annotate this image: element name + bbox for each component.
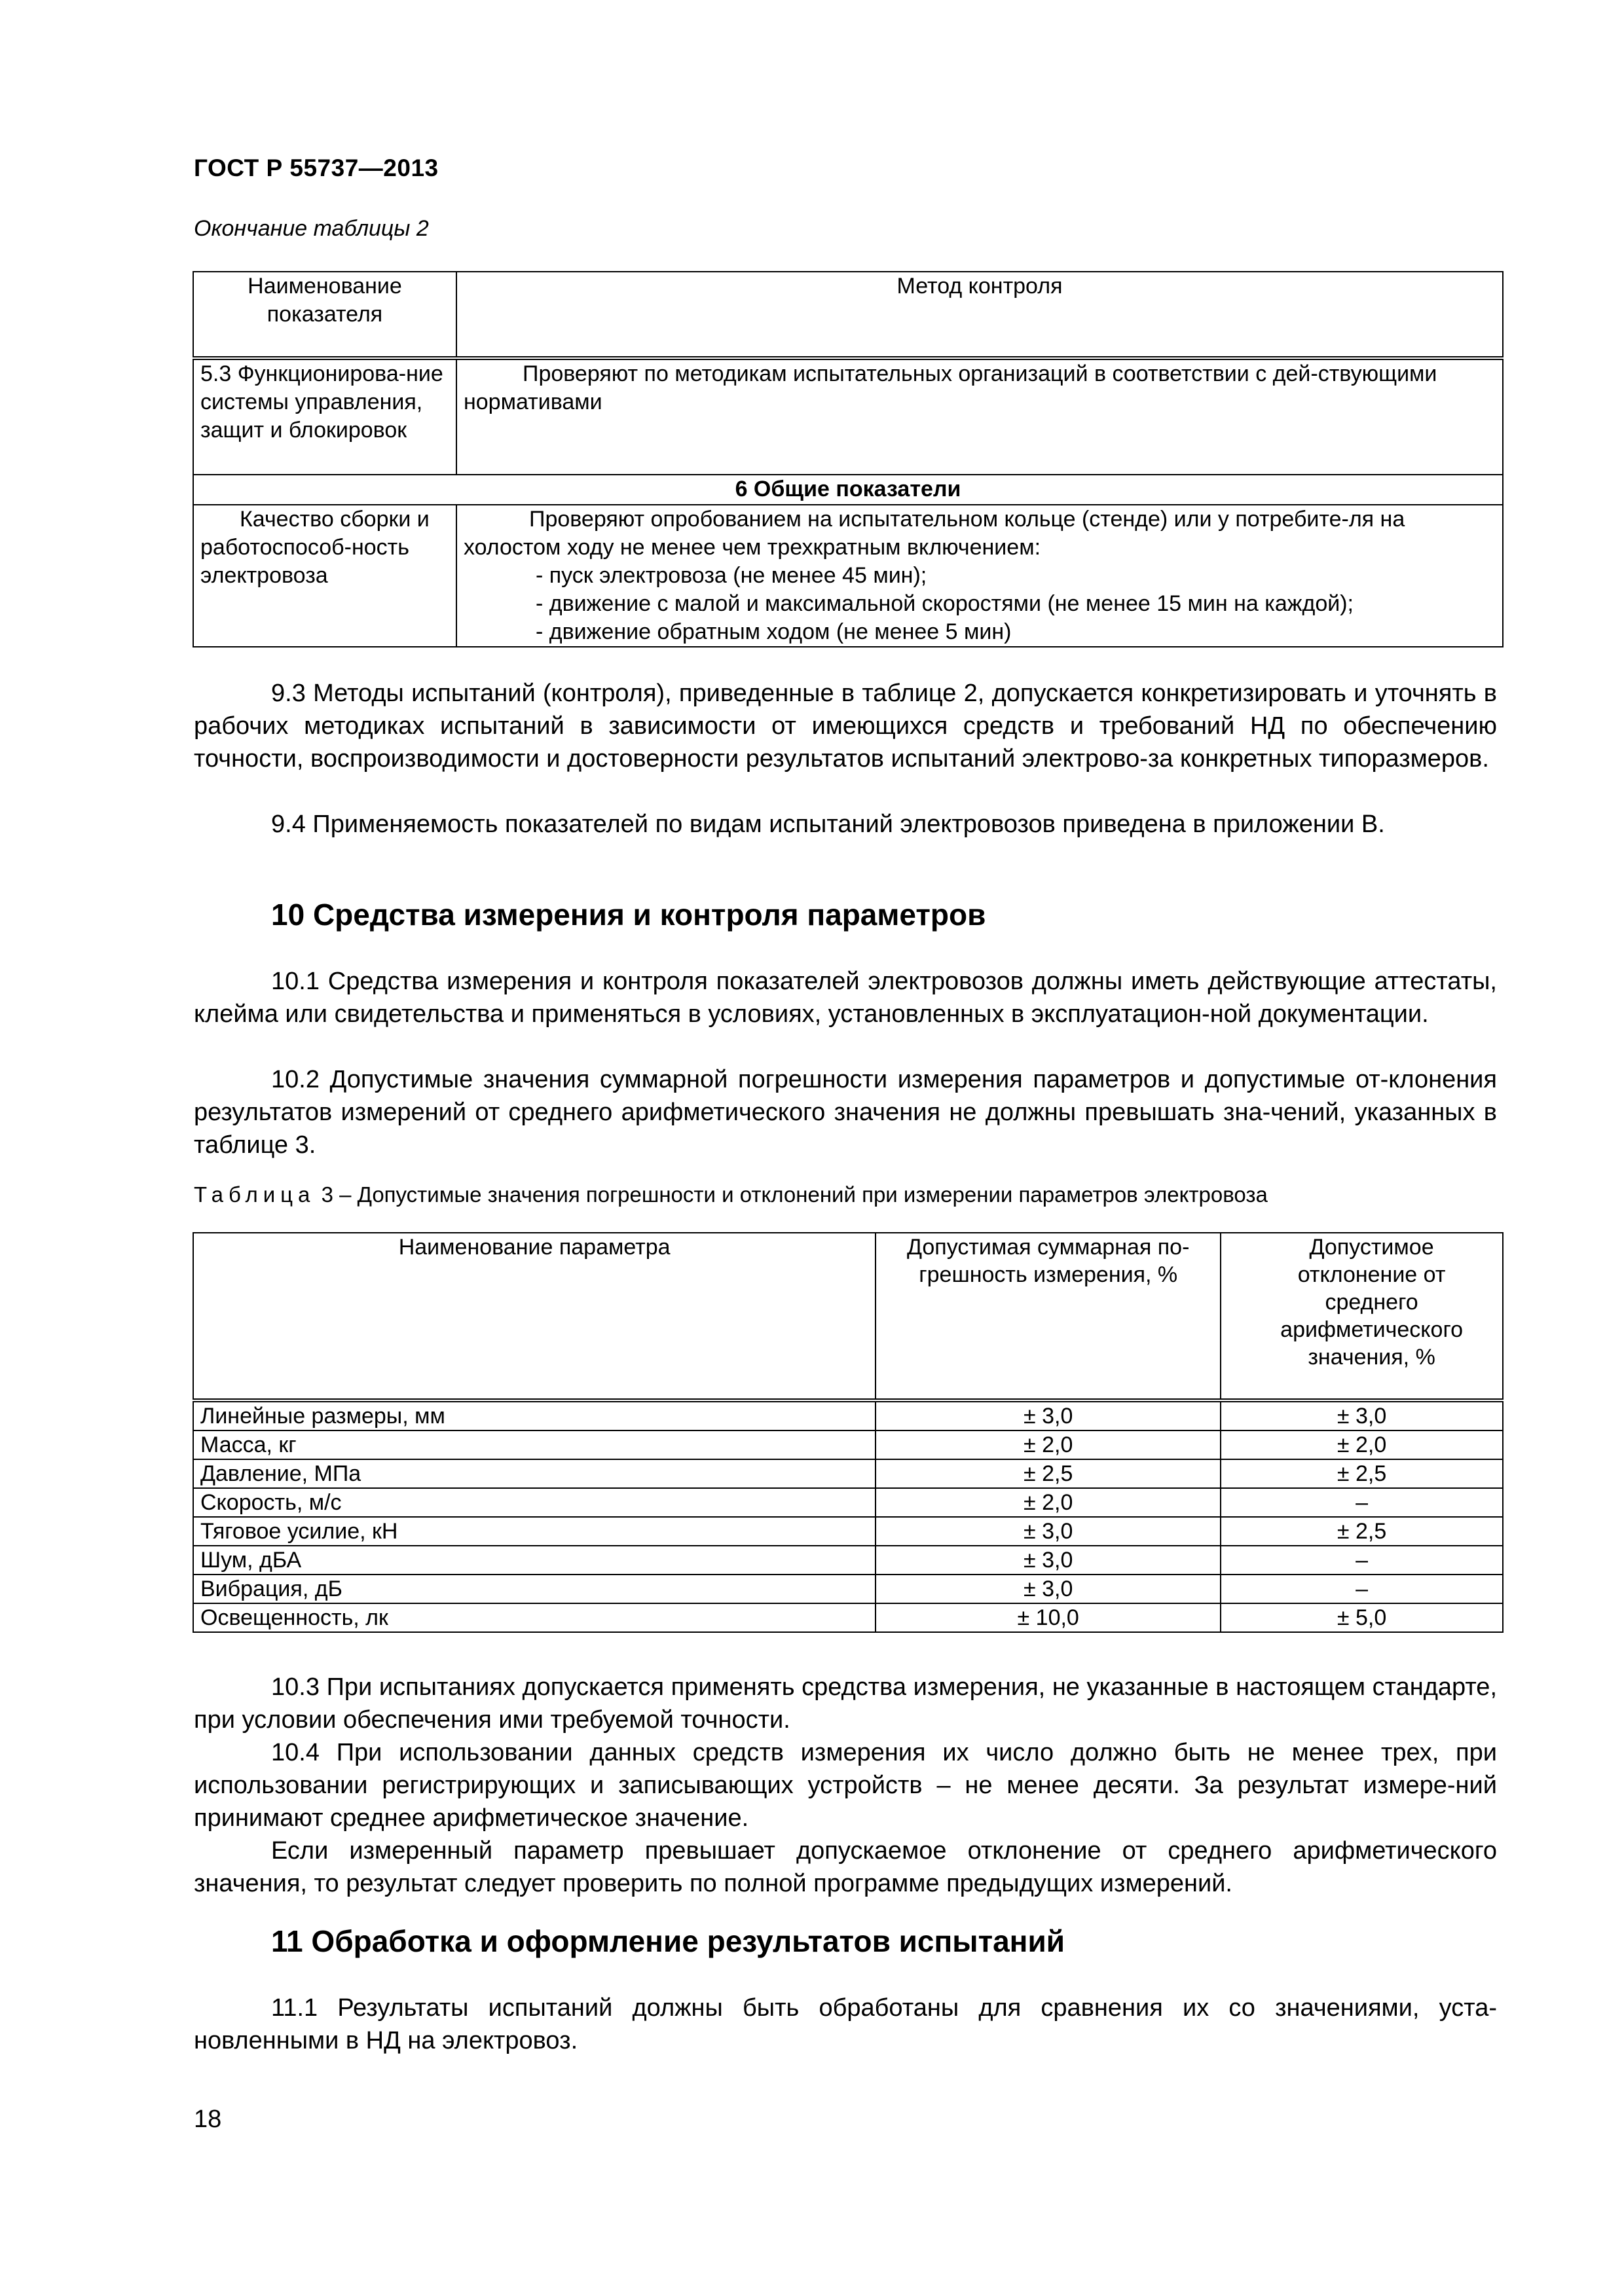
paragraph-9-4: 9.4 Применяемость показателей по видам испытаний электровозов приведена в приложении В. <box>271 811 1385 838</box>
method-intro: Проверяют опробованием на испытательном кольце (стенде) или у потребите-ля на холостом ходу не менее чем трехкратным включением: <box>464 507 1405 560</box>
table3-caption: Таблица 3 – Допустимые значения погрешности и отклонений при измерении параметров электровоза <box>194 1182 1268 1207</box>
param-name: Скорость, м/с <box>193 1488 876 1517</box>
param-error: ± 3,0 <box>876 1400 1221 1430</box>
param-error: ± 2,5 <box>876 1459 1221 1488</box>
table-row <box>193 1603 1503 1632</box>
column-header-deviation: Допустимое отклонение от среднего арифметического значения, % <box>1221 1233 1503 1400</box>
param-error: ± 2,0 <box>876 1488 1221 1517</box>
row-indicator-name: Качество сборки и работоспособ-ность электровоза <box>193 505 456 647</box>
param-name: Освещенность, лк <box>193 1603 876 1632</box>
param-name: Шум, дБА <box>193 1546 876 1575</box>
table-row <box>193 1430 1503 1459</box>
paragraph-10-3: 10.3 При испытаниях допускается применять средства измерения, не указанные в настоящем стандарте, при условии обеспечения ими требуемой точности. <box>194 1673 1497 1734</box>
page-number: 18 <box>194 2105 222 2133</box>
param-name: Вибрация, дБ <box>193 1575 876 1603</box>
param-name: Масса, кг <box>193 1430 876 1459</box>
table-row <box>193 1459 1503 1488</box>
document-header: ГОСТ Р 55737—2013 <box>194 155 439 181</box>
paragraph-10-4: 10.4 При использовании данных средств измерения их число должно быть не менее трех, при использовании регистрирующих и записывающих устройств – не менее десяти. За результат измере-ний принимают среднее арифметическое значение. <box>194 1739 1497 1832</box>
param-name: Давление, МПа <box>193 1459 876 1488</box>
table-row <box>193 1517 1503 1546</box>
table-header-row <box>193 272 1503 358</box>
table-row <box>193 1488 1503 1517</box>
section-10-heading: 10 Средства измерения и контроля параметров <box>271 898 986 932</box>
param-deviation: ± 2,5 <box>1221 1459 1503 1488</box>
param-deviation: – <box>1221 1488 1503 1517</box>
table-row <box>193 1546 1503 1575</box>
table-3 <box>193 1232 1504 1633</box>
param-deviation: ± 3,0 <box>1221 1400 1503 1430</box>
method-item: - движение с малой и максимальной скоростями (не менее 15 мин на каждой); <box>536 591 1354 616</box>
table2-continuation-caption: Окончание таблицы 2 <box>194 216 429 241</box>
param-deviation: – <box>1221 1575 1503 1603</box>
paragraph-11-1: 11.1 Результаты испытаний должны быть обработаны для сравнения их со значениями, уста-новленными в НД на электровоз. <box>194 1994 1497 2054</box>
column-header-parameter: Наименование параметра <box>193 1233 876 1400</box>
table-row <box>193 358 1503 475</box>
row-indicator-name: 5.3 Функционирова-ние системы управления, защит и блокировок <box>193 358 456 475</box>
param-error: ± 3,0 <box>876 1575 1221 1603</box>
section-11-heading: 11 Обработка и оформление результатов испытаний <box>271 1924 1065 1958</box>
section-row <box>193 475 1503 505</box>
column-header-method: Метод контроля <box>456 272 1503 358</box>
column-header-error: Допустимая суммарная по-грешность измерения, % <box>876 1233 1221 1400</box>
param-deviation: ± 2,0 <box>1221 1430 1503 1459</box>
table-row <box>193 505 1503 647</box>
table-row <box>193 1575 1503 1603</box>
param-error: ± 10,0 <box>876 1603 1221 1632</box>
method-item: - пуск электровоза (не менее 45 мин); <box>536 563 927 588</box>
param-deviation: ± 5,0 <box>1221 1603 1503 1632</box>
paragraph-10-2: 10.2 Допустимые значения суммарной погрешности измерения параметров и допустимые от-клонения результатов измерений от среднего арифметического значения не должны превышать зна-чений, указанных в таблице 3. <box>194 1066 1497 1159</box>
table-2 <box>193 271 1504 647</box>
param-error: ± 3,0 <box>876 1546 1221 1575</box>
method-item: - движение обратным ходом (не менее 5 мин) <box>536 619 1012 644</box>
param-error: ± 3,0 <box>876 1517 1221 1546</box>
param-name: Линейные размеры, мм <box>193 1400 876 1430</box>
column-header-indicator: Наименование показателя <box>193 272 456 358</box>
param-error: ± 2,0 <box>876 1430 1221 1459</box>
paragraph-9-3: 9.3 Методы испытаний (контроля), приведенные в таблице 2, допускается конкретизировать и уточнять в рабочих методиках испытаний в зависимости от имеющихся средств и требований НД по обеспечению точности, воспроизводимости и достоверности результатов испытаний электрово-за конкретных типоразмеров. <box>194 680 1497 773</box>
section-title: 6 Общие показатели <box>193 475 1503 505</box>
param-deviation: – <box>1221 1546 1503 1575</box>
table-header-row <box>193 1233 1503 1400</box>
param-name: Тяговое усилие, кН <box>193 1517 876 1546</box>
row-method <box>456 505 1503 647</box>
param-deviation: ± 2,5 <box>1221 1517 1503 1546</box>
table-row <box>193 1400 1503 1430</box>
paragraph-10-1: 10.1 Средства измерения и контроля показателей электровозов должны иметь действующие аттестаты, клейма или свидетельства и применяться в условиях, установленных в эксплуатацион-ной документации. <box>194 968 1497 1028</box>
row-method: Проверяют по методикам испытательных организаций в соответствии с дей-ствующими нормативами <box>456 358 1503 475</box>
paragraph-10-4-continued: Если измеренный параметр превышает допускаемое отклонение от среднего арифметического значения, то результат следует проверить по полной программе предыдущих измерений. <box>194 1837 1497 1897</box>
